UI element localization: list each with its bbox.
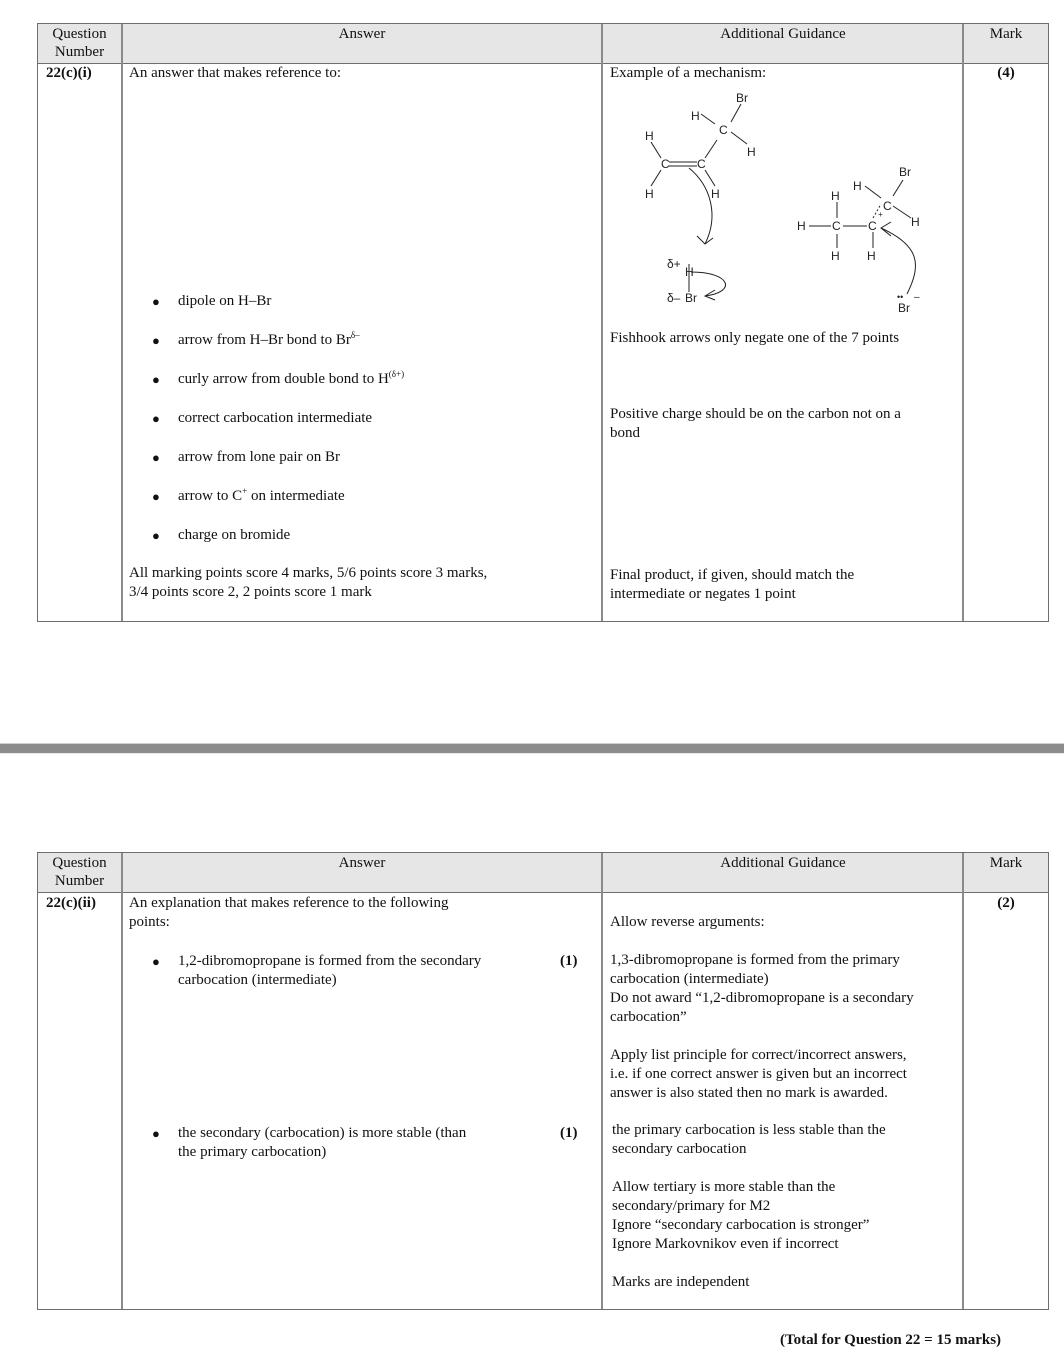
page-separator [0, 743, 1064, 754]
marking-point-text: 1,2-dibromopropane is formed from the secondary carbocation (intermediate) [178, 953, 482, 988]
header-question-number [38, 25, 121, 61]
atom-label: Br [736, 91, 748, 105]
marking-point-text: correct carbocation intermediate [178, 410, 373, 426]
header-answer: Answer [338, 26, 386, 42]
header-question-number [38, 854, 121, 890]
bullet-icon: ● [152, 294, 160, 309]
atom-label: H [645, 187, 654, 201]
atom-label: H [831, 189, 840, 203]
guidance-final-product [610, 566, 854, 604]
atom-label: C [661, 157, 670, 171]
partial-charge-label: δ– [667, 291, 681, 305]
atom-label: C [868, 219, 877, 233]
guidance-line: Allow tertiary is more stable than the [612, 1179, 836, 1195]
bullet-icon: ● [152, 450, 160, 465]
atom-label: H [911, 215, 920, 229]
scoring-rule-line: 3/4 points score 2, 2 points score 1 mark [129, 584, 372, 600]
header-text: Question [52, 26, 107, 42]
atom-label: C [719, 123, 728, 137]
atom-label: H [711, 187, 720, 201]
answer-intro: An answer that makes reference to: [129, 65, 341, 81]
mark-value: (4) [997, 65, 1015, 81]
guidance-line: Ignore Markovnikov even if incorrect [612, 1236, 839, 1252]
mark-scheme-table-22ci [37, 23, 1049, 622]
answer-intro-line: An explanation that makes reference to the following [129, 895, 449, 911]
bullet-icon: ● [152, 528, 160, 543]
guidance-reverse-argument-1 [610, 951, 914, 1027]
atom-label: C [883, 199, 892, 213]
scoring-rule [129, 564, 487, 602]
mechanism-title: Example of a mechanism: [610, 65, 767, 81]
guidance-line: answer is also stated then no mark is awarded. [610, 1085, 888, 1101]
atom-label: C [832, 219, 841, 233]
guidance-line: 1,3-dibromopropane is formed from the primary [610, 952, 900, 968]
atom-label: Br [899, 165, 911, 179]
bullet-icon: ● [152, 411, 160, 426]
bromide-ion-label: Br [898, 301, 910, 315]
guidance-line: Do not award “1,2-dibromopropane is a secondary [610, 990, 914, 1006]
guidance-line: bond [610, 425, 640, 441]
bullet-icon: ● [152, 954, 160, 969]
bullet-icon: ● [152, 1126, 160, 1141]
reaction-mechanism-diagram [601, 86, 962, 316]
header-mark: Mark [989, 26, 1023, 42]
question-total: (Total for Question 22 = 15 marks) [780, 1332, 1002, 1348]
answer-intro [129, 894, 448, 932]
guidance-allow-tertiary [612, 1178, 869, 1254]
negative-charge-label: – [914, 292, 920, 303]
guidance-line: intermediate or negates 1 point [610, 586, 796, 602]
guidance-line: Positive charge should be on the carbon not on a [610, 406, 901, 422]
guidance-line: Ignore “secondary carbocation is stronger” [612, 1217, 870, 1233]
bullet-icon: ● [152, 489, 160, 504]
header-text: Number [54, 44, 105, 60]
atom-label: C [697, 157, 706, 171]
guidance-allow-reverse: Allow reverse arguments: [610, 914, 765, 930]
marking-point-text: dipole on H–Br [178, 293, 272, 309]
column-divider [962, 24, 964, 621]
atom-label: H [685, 265, 694, 279]
column-divider [601, 853, 603, 1309]
question-number: 22(c)(i) [46, 65, 92, 81]
atom-label: H [747, 145, 756, 159]
guidance-fishhook: Fishhook arrows only negate one of the 7 points [610, 330, 900, 346]
header-answer: Answer [338, 855, 386, 871]
positive-charge-label: + [878, 210, 883, 219]
mark-value: (2) [997, 895, 1015, 911]
column-divider [121, 853, 123, 1309]
guidance-marks-independent: Marks are independent [612, 1274, 750, 1290]
marking-point-text: arrow from lone pair on Br [178, 449, 341, 465]
guidance-positive-charge [610, 405, 901, 443]
guidance-line: i.e. if one correct answer is given but an incorrect [610, 1066, 907, 1082]
marking-point-text: curly arrow from double bond to $H^{(\delta+)}$ [178, 369, 405, 387]
atom-label: H [831, 249, 840, 263]
atom-label: H [853, 179, 862, 193]
header-additional-guidance: Additional Guidance [720, 855, 846, 871]
atom-label: Br [685, 291, 697, 305]
scoring-rule-line: All marking points score 4 marks, 5/6 points score 3 marks, [129, 565, 488, 581]
bullet-icon: ● [152, 333, 160, 348]
header-mark: Mark [989, 855, 1023, 871]
guidance-line: secondary/primary for M2 [612, 1198, 771, 1214]
guidance-line: secondary carbocation [612, 1141, 747, 1157]
guidance-line: Apply list principle for correct/incorrect answers, [610, 1047, 907, 1063]
guidance-line: carbocation” [610, 1009, 687, 1025]
guidance-line: the primary carbocation is less stable than the [612, 1122, 886, 1138]
answer-intro-line: points: [129, 914, 170, 930]
marking-point-text: the secondary (carbocation) is more stable (than the primary carbocation) [178, 1125, 467, 1160]
atom-label: H [867, 249, 876, 263]
lone-pair-label: •• [897, 292, 904, 302]
guidance-line: carbocation (intermediate) [610, 971, 769, 987]
column-divider [962, 853, 964, 1309]
mark-scheme-table-22cii [37, 852, 1049, 1310]
guidance-reverse-argument-2 [612, 1121, 886, 1159]
marking-point-text: arrow from H–Br bond to $Br^{\delta-}$ [178, 330, 360, 348]
header-additional-guidance: Additional Guidance [720, 26, 846, 42]
header-text: Question [52, 855, 107, 871]
question-number: 22(c)(ii) [46, 895, 96, 911]
marking-point-text: charge on bromide [178, 527, 291, 543]
atom-label: H [797, 219, 806, 233]
partial-charge-label: δ+ [667, 257, 681, 271]
header-text: Number [54, 873, 105, 889]
marking-point-text: arrow to C+ on intermediate [178, 486, 345, 504]
bullet-icon: ● [152, 372, 160, 387]
marking-point-mark: (1) [560, 953, 578, 969]
marking-point-mark: (1) [560, 1125, 578, 1141]
column-divider [121, 24, 123, 621]
guidance-list-principle [610, 1046, 907, 1103]
atom-label: H [645, 129, 654, 143]
atom-label: H [691, 109, 700, 123]
guidance-line: Final product, if given, should match the [610, 567, 855, 583]
